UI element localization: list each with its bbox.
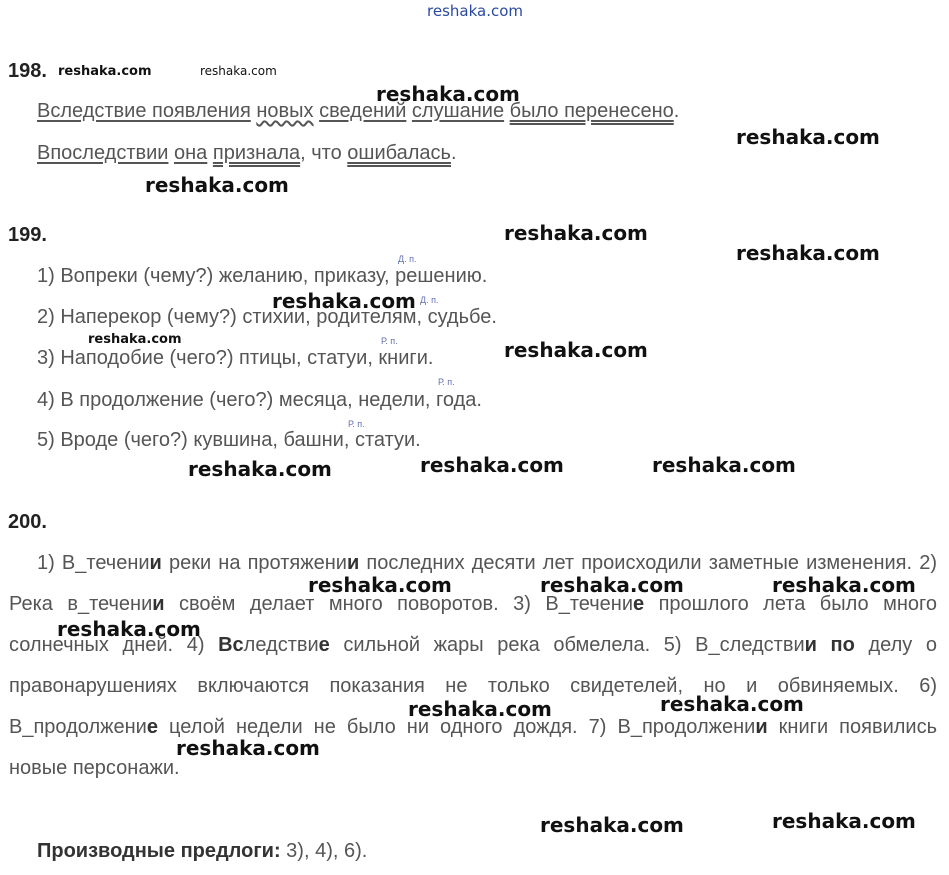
- text-fragment: делу о правонарушениях включаются показания не только свидетелей, но и обвиняемых. 6) В_продолжени: [9, 634, 937, 738]
- summary-label: Производные предлоги:: [37, 840, 281, 862]
- text-fragment: последних десяти лет происходили заметные изменения. 2) Река в_течени: [9, 552, 937, 615]
- summary-value: 3), 4), 6).: [280, 840, 368, 862]
- text-fragment: и: [804, 634, 817, 656]
- text-fragment: е: [318, 634, 330, 656]
- watermark: reshaka.com: [57, 617, 201, 641]
- text-fragment: и: [149, 552, 162, 574]
- watermark: reshaka.com: [88, 332, 182, 347]
- word-predicate: было перенесено: [509, 100, 674, 122]
- list-item: 3) Наподобие (чего?) птицы, статуи, книги.: [37, 347, 434, 369]
- exercise-number-199: 199.: [8, 224, 47, 246]
- watermark: reshaka.com: [176, 736, 320, 760]
- word-adverbial: Вследствие появления: [37, 100, 251, 122]
- text-fragment: ледстви: [243, 634, 319, 656]
- watermark: reshaka.com: [420, 453, 564, 477]
- case-label: Д. п.: [398, 254, 417, 264]
- watermark: reshaka.com: [540, 813, 684, 837]
- text-fragment: сильной жары река обмелела. 5) В_следстви: [329, 634, 805, 656]
- word-attribute: новых: [256, 100, 314, 122]
- text-fragment: 1) В_течени: [37, 552, 150, 574]
- watermark: reshaka.com: [772, 809, 916, 833]
- text-fragment: и: [346, 552, 360, 574]
- text-fragment: целой недели не было ни одного дождя. 7) В_продолжени: [157, 716, 756, 738]
- watermark: reshaka.com: [145, 173, 289, 197]
- word-predicate: ошибалась: [347, 142, 451, 164]
- exercise-number-198: 198.: [8, 60, 47, 82]
- case-label: Р. п.: [438, 377, 455, 387]
- case-label: Р. п.: [381, 336, 398, 346]
- watermark: reshaka.com: [376, 82, 520, 106]
- word-predicate: признала: [212, 142, 301, 164]
- list-item: 5) Вроде (чего?) кувшина, башни, статуи.: [37, 429, 421, 451]
- punct: .: [673, 100, 680, 122]
- watermark: reshaka.com: [504, 338, 648, 362]
- watermark: reshaka.com: [772, 573, 916, 597]
- watermark: reshaka.com: [504, 221, 648, 245]
- word-adverbial: Впоследствии: [37, 142, 169, 164]
- text-fragment: своём делает много поворотов. 3) В_течени: [164, 593, 634, 615]
- watermark: reshaka.com: [652, 453, 796, 477]
- case-label: Д. п.: [420, 295, 439, 305]
- summary-line: [37, 840, 367, 863]
- watermark: reshaka.com: [736, 241, 880, 265]
- list-item: 4) В продолжение (чего?) месяца, недели, года.: [37, 389, 482, 411]
- watermark: reshaka.com: [188, 457, 332, 481]
- watermark: reshaka.com: [540, 573, 684, 597]
- text-fragment: реки на протяжени: [161, 552, 347, 574]
- list-item: 1) Вопреки (чему?) желанию, приказу, решению.: [37, 265, 488, 287]
- sentence-198-1: [37, 100, 679, 123]
- text-fragment: прошлого лета было много солнечных дней. 4): [9, 593, 937, 656]
- text-fragment: по: [830, 634, 855, 656]
- punct: .: [450, 142, 457, 164]
- watermark: reshaka.com: [58, 64, 152, 79]
- watermark: reshaka.com: [408, 697, 552, 721]
- word-object: сведений: [319, 100, 407, 122]
- text-fragment: , что: [300, 142, 342, 164]
- text-fragment: [817, 634, 831, 656]
- text-fragment: е: [633, 593, 645, 615]
- watermark: reshaka.com: [200, 64, 277, 78]
- word-subject: слушание: [411, 100, 505, 122]
- text-fragment: и: [152, 593, 165, 615]
- watermark-top: reshaka.com: [427, 2, 523, 20]
- text-fragment: е: [146, 716, 158, 738]
- watermark: reshaka.com: [736, 125, 880, 149]
- list-item: 2) Наперекор (чему?) стихии, родителям, судьбе.: [37, 306, 497, 328]
- word-subject: она: [174, 142, 208, 164]
- watermark: reshaka.com: [272, 289, 416, 313]
- exercise-number-200: 200.: [8, 511, 47, 533]
- case-label: Р. п.: [348, 419, 365, 429]
- text-fragment: и: [755, 716, 768, 738]
- sentence-198-2: [37, 142, 457, 165]
- watermark: reshaka.com: [308, 573, 452, 597]
- watermark: reshaka.com: [660, 692, 804, 716]
- text-fragment: книги появились новые персонажи.: [9, 716, 938, 779]
- text-fragment: Вс: [218, 634, 244, 656]
